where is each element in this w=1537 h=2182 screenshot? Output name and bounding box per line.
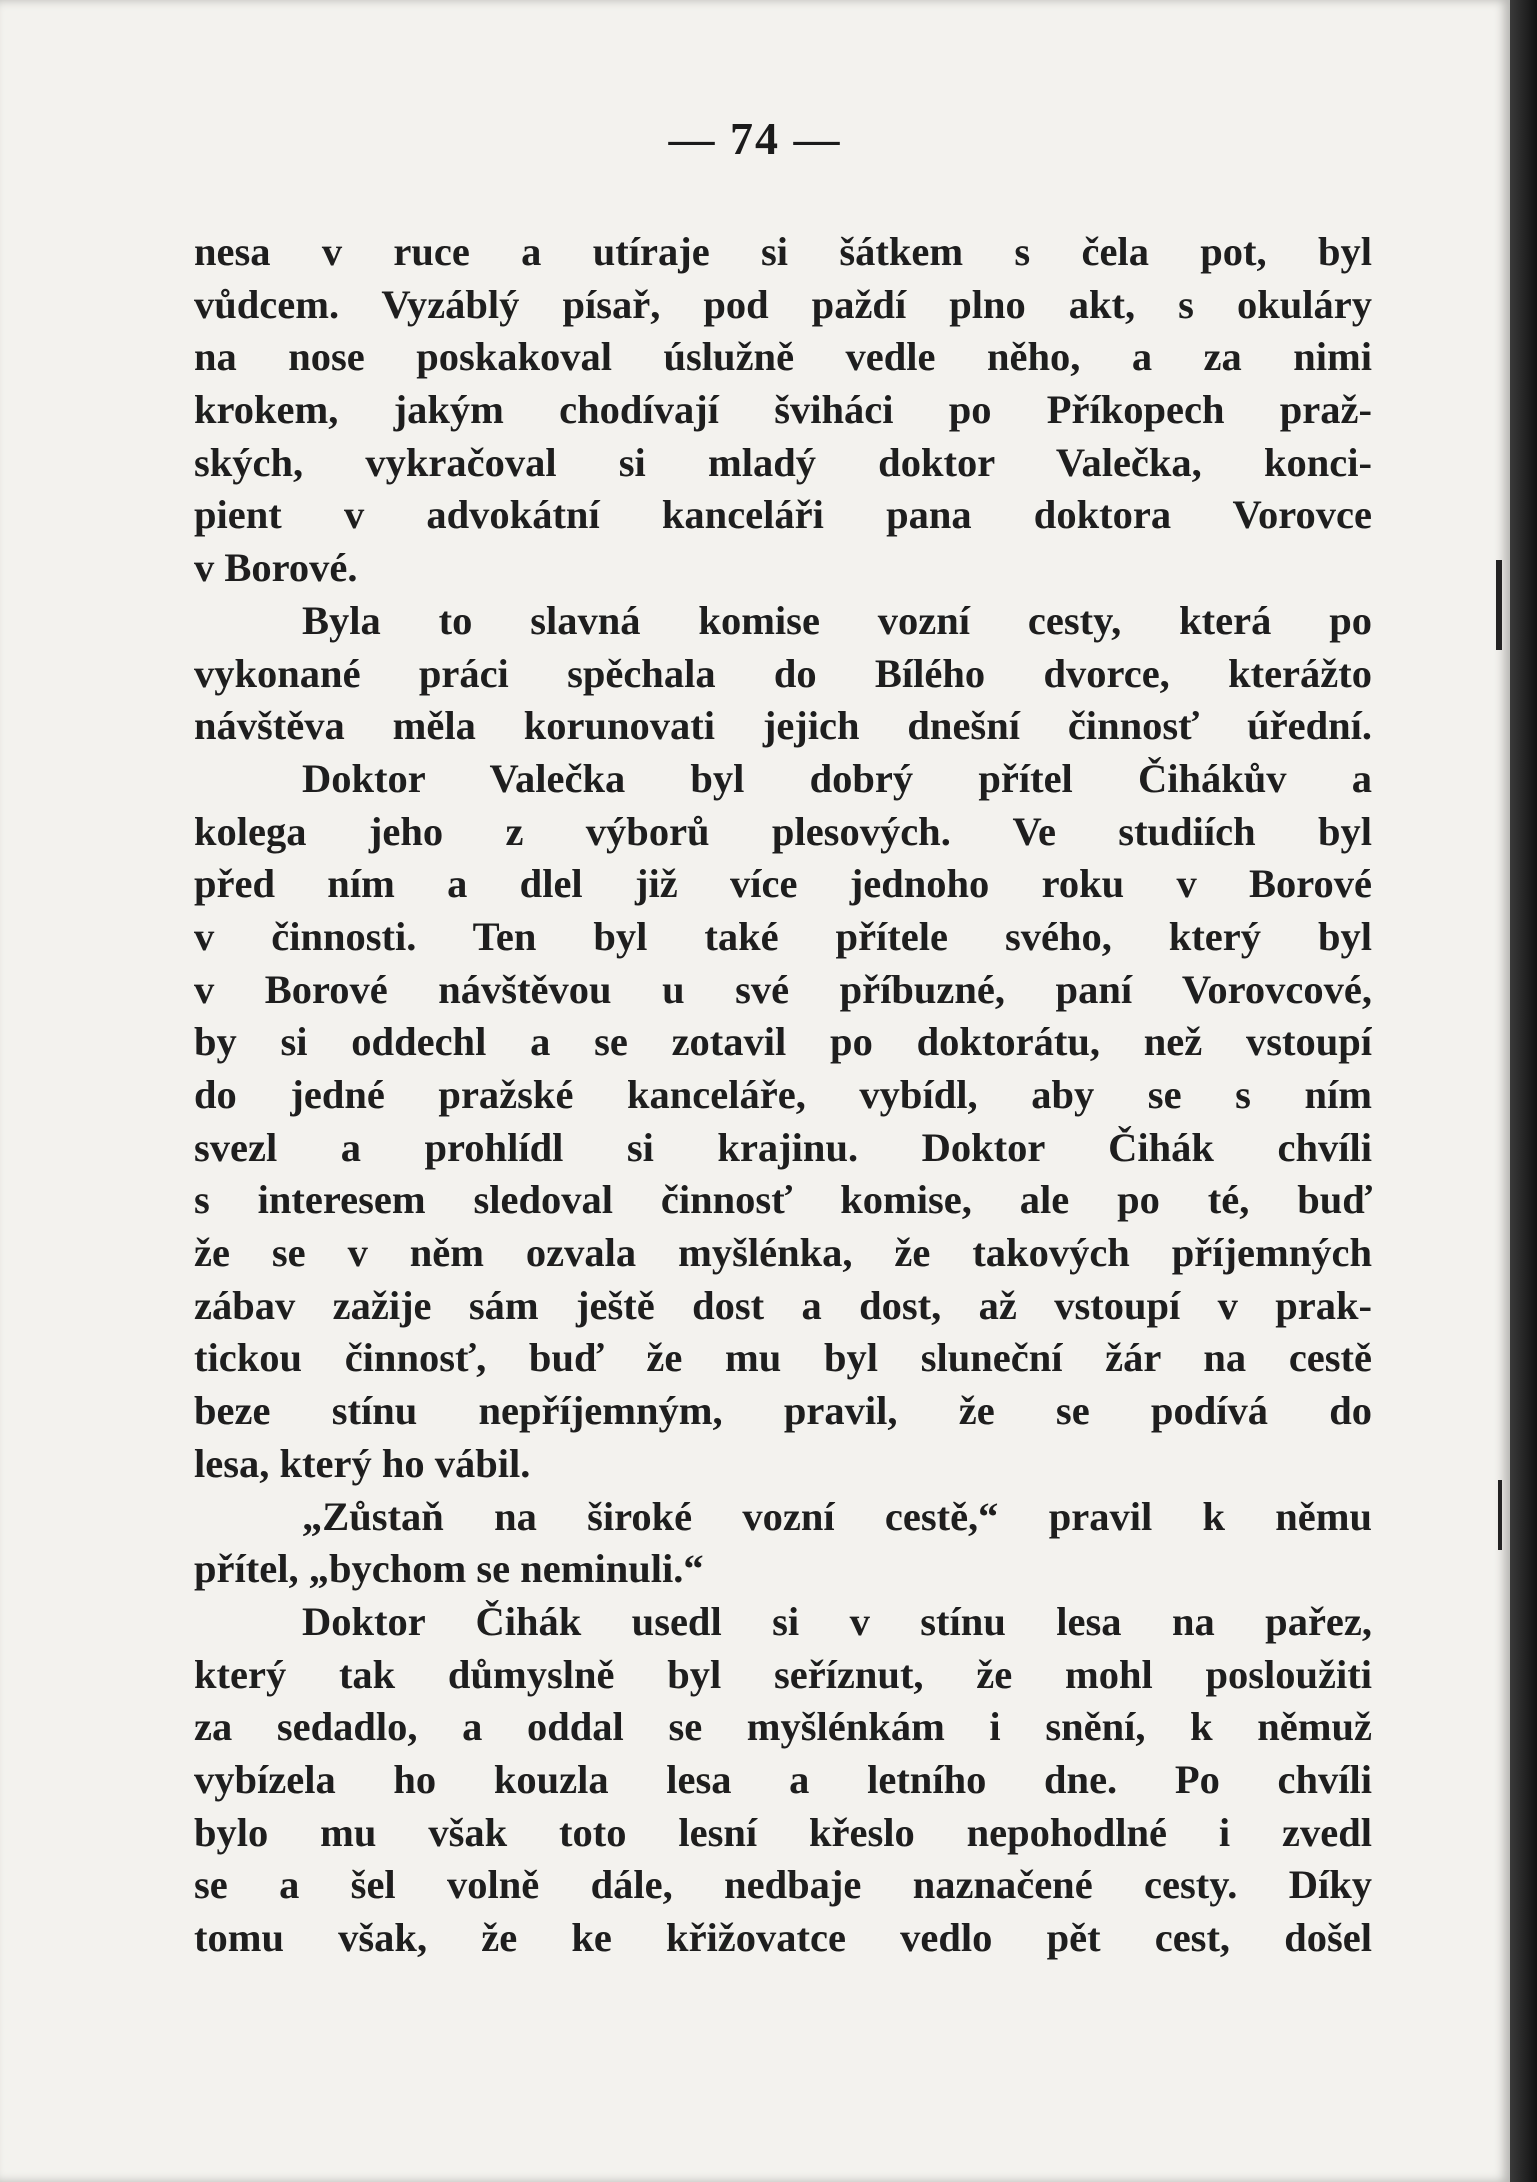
page-edge [1510,0,1537,2182]
text-line: do jedné pražské kanceláře, vybídl, aby se s ním [194,1072,1372,1117]
text-line: který tak důmyslně byl seříznut, že mohl posloužiti [194,1651,1372,1697]
text-line: beze stínu nepříjemným, pravil, že se podívá do [194,1388,1372,1434]
text-line: v Borové. [194,545,358,591]
text-line: kolega jeho z výborů plesových. Ve studiích byl [194,808,1372,854]
text-line: svezl a prohlídl si krajinu. Doktor Čihák chvíli [194,1124,1372,1170]
text-line: tickou činnosť, buď že mu byl sluneční žár na cestě [194,1335,1372,1381]
text-line: by si oddechl a se zotavil po doktorátu, než vstoupí [194,1019,1372,1065]
print-mark [1498,1480,1502,1550]
text-line: v činnosti. Ten byl také přítele svého, který byl [194,913,1372,959]
text-line: bylo mu však toto lesní křeslo nepohodlné i zvedl [194,1809,1372,1855]
print-mark [1496,560,1502,650]
text-line: vybízela ho kouzla lesa a letního dne. Po chvíli [194,1756,1372,1802]
body-text [194,226,1372,1965]
text-line: Doktor Čihák usedl si v stínu lesa na pařez, [302,1598,1372,1644]
text-line: vůdcem. Vyzáblý písař, pod paždí plno akt, s okuláry [194,281,1372,327]
text-line: „Zůstaň na široké vozní cestě,“ pravil k němu [302,1493,1372,1539]
text-line: Doktor Valečka byl dobrý přítel Čihákův a [302,755,1372,801]
page-number: — 74 — [668,113,842,164]
text-line: nesa v ruce a utíraje si šátkem s čela pot, byl [194,229,1372,274]
text-line: s interesem sledoval činnosť komise, ale po té, buď [194,1177,1372,1223]
text-line: na nose poskakoval úslužně vedle něho, a za nimi [194,334,1372,380]
text-line: návštěva měla korunovati jejich dnešní činnosť úřední. [194,703,1372,749]
text-line: krokem, jakým chodívají šviháci po Příkopech praž- [194,387,1372,433]
text-line: před ním a dlel již více jednoho roku v Borové [194,861,1372,907]
text-line: zábav zažije sám ještě dost a dost, až vstoupí v prak- [194,1282,1372,1328]
text-line: Byla to slavná komise vozní cesty, která po [302,597,1372,643]
text-line: že se v něm ozvala myšlénka, že takových příjemných [194,1230,1372,1276]
text-line: lesa, který ho vábil. [194,1440,531,1486]
text-line: v Borové návštěvou u své příbuzné, paní Vorovcové, [194,966,1372,1012]
text-line: za sedadlo, a oddal se myšlénkám i snění, k němuž [194,1704,1372,1750]
text-line: tomu však, že ke křižovatce vedlo pět cest, došel [194,1915,1372,1960]
text-line: ských, vykračoval si mladý doktor Valečka, konci- [194,439,1372,485]
text-line: se a šel volně dále, nedbaje naznačené cesty. Díky [194,1862,1372,1908]
text-line: pient v advokátní kanceláři pana doktora Vorovce [194,492,1372,538]
text-line: vykonané práci spěchala do Bílého dvorce, kterážto [194,650,1372,696]
text-line: přítel, „bychom se neminuli.“ [194,1546,704,1592]
